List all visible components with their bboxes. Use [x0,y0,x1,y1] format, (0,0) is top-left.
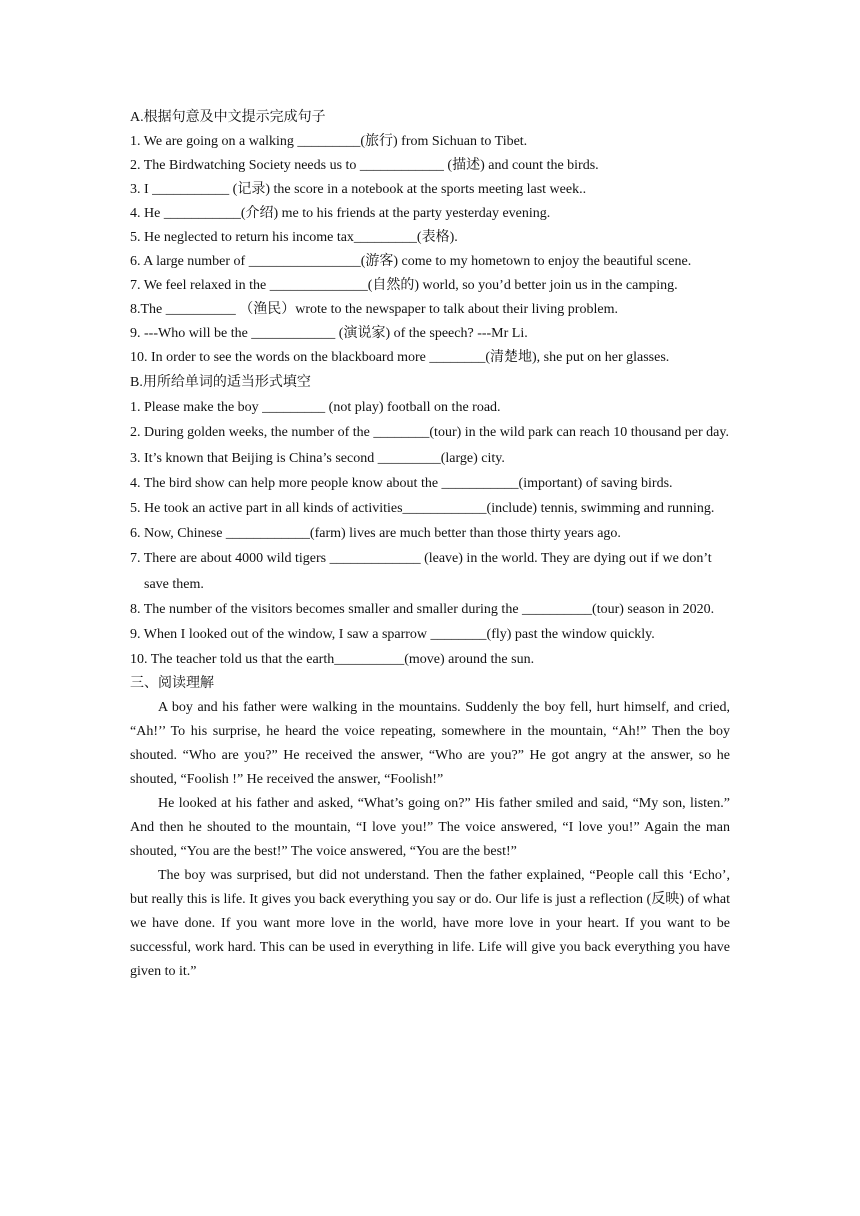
section-a-item-4: 4. He ___________(介绍) me to his friends at the party yesterday evening. [130,206,551,221]
section-b-item-1: 1. Please make the boy _________ (not play) football on the road. [130,400,501,416]
section-a-item-2: 2. The Birdwatching Society needs us to ____________ (描述) and count the birds. [130,158,599,173]
section-a-item-8: 8.The __________ （渔民）wrote to the newspaper to talk about their living problem. [130,302,618,317]
worksheet-page [130,106,730,984]
section-a-item-5: 5. He neglected to return his income tax_________(表格). [130,230,458,245]
section-b-item-10: 10. The teacher told us that the earth__________(move) around the sun. [130,652,535,668]
section-a-item-3: 3. I ___________ (记录) the score in a notebook at the sports meeting last week.. [130,182,587,197]
section-a-item-7: 7. We feel relaxed in the ______________(自然的) world, so you’d better join us in the camping. [130,278,678,293]
section-b-item-7-cont: save them. [144,576,204,592]
section-b [130,370,730,672]
section-b-item-6: 6. Now, Chinese ____________(farm) lives are much better than those thirty years ago. [130,526,621,542]
section-a-heading: A.根据句意及中文提示完成句子 [130,110,326,125]
section-b-item-9: 9. When I looked out of the window, I saw a sparrow ________(fly) past the window quickly. [130,627,655,643]
section-b-heading: B.用所给单词的适当形式填空 [130,375,311,390]
reading-paragraph-3: The boy was surprised, but did not understand. Then the father explained, “People call this ‘Echo’, but really this is life. It gives you back everything you say or do. Our life is just a reflection (反映) of what we have done. If you want more love in the world, have more love in your heart. If you want to be successful, work hard. This can be used in everything in life. Life will give you back everything you have given to it.” [130,868,730,980]
section-b-item-7: 7. There are about 4000 wild tigers _____________ (leave) in the world. They are dying out if we don’t [130,551,712,567]
section-b-item-4: 4. The bird show can help more people know about the ___________(important) of saving birds. [130,475,673,491]
section-b-item-8: 8. The number of the visitors becomes smaller and smaller during the __________(tour) season in 2020. [130,601,715,617]
section-a [130,106,730,370]
section-b-item-2: 2. During golden weeks, the number of the ________(tour) in the wild park can reach 10 thousand per day. [130,425,729,441]
section-b-item-5: 5. He took an active part in all kinds of activities____________(include) tennis, swimming and running. [130,501,715,517]
reading-paragraph-2: He looked at his father and asked, “What’s going on?” His father smiled and said, “My son, listen.” And then he shouted to the mountain, “I love you!” The voice answered, “I love you!” Again the man shouted, “You are the best!” The voice answered, “You are the best!” [130,796,730,860]
section-reading [130,672,730,984]
section-a-item-10: 10. In order to see the words on the blackboard more ________(清楚地), she put on her glasses. [130,350,670,365]
reading-heading: 三、阅读理解 [130,676,214,692]
section-a-item-1: 1. We are going on a walking _________(旅行) from Sichuan to Tibet. [130,134,528,149]
reading-paragraph-1: A boy and his father were walking in the mountains. Suddenly the boy fell, hurt himself, and cried, “Ah!’’ To his surprise, he heard the voice repeating, somewhere in the mountain, “Ah!” Then the boy shouted. “Who are you?” He received the answer, “Who are you?” He got angry at the answer, so he shouted, “Foolish !” He received the answer, “Foolish!” [130,700,730,788]
section-a-item-6: 6. A large number of ________________(游客) come to my hometown to enjoy the beautiful scene. [130,254,692,269]
section-a-item-9: 9. ---Who will be the ____________ (演说家) of the speech? ---Mr Li. [130,326,528,341]
section-b-item-3: 3. It’s known that Beijing is China’s second _________(large) city. [130,450,505,466]
